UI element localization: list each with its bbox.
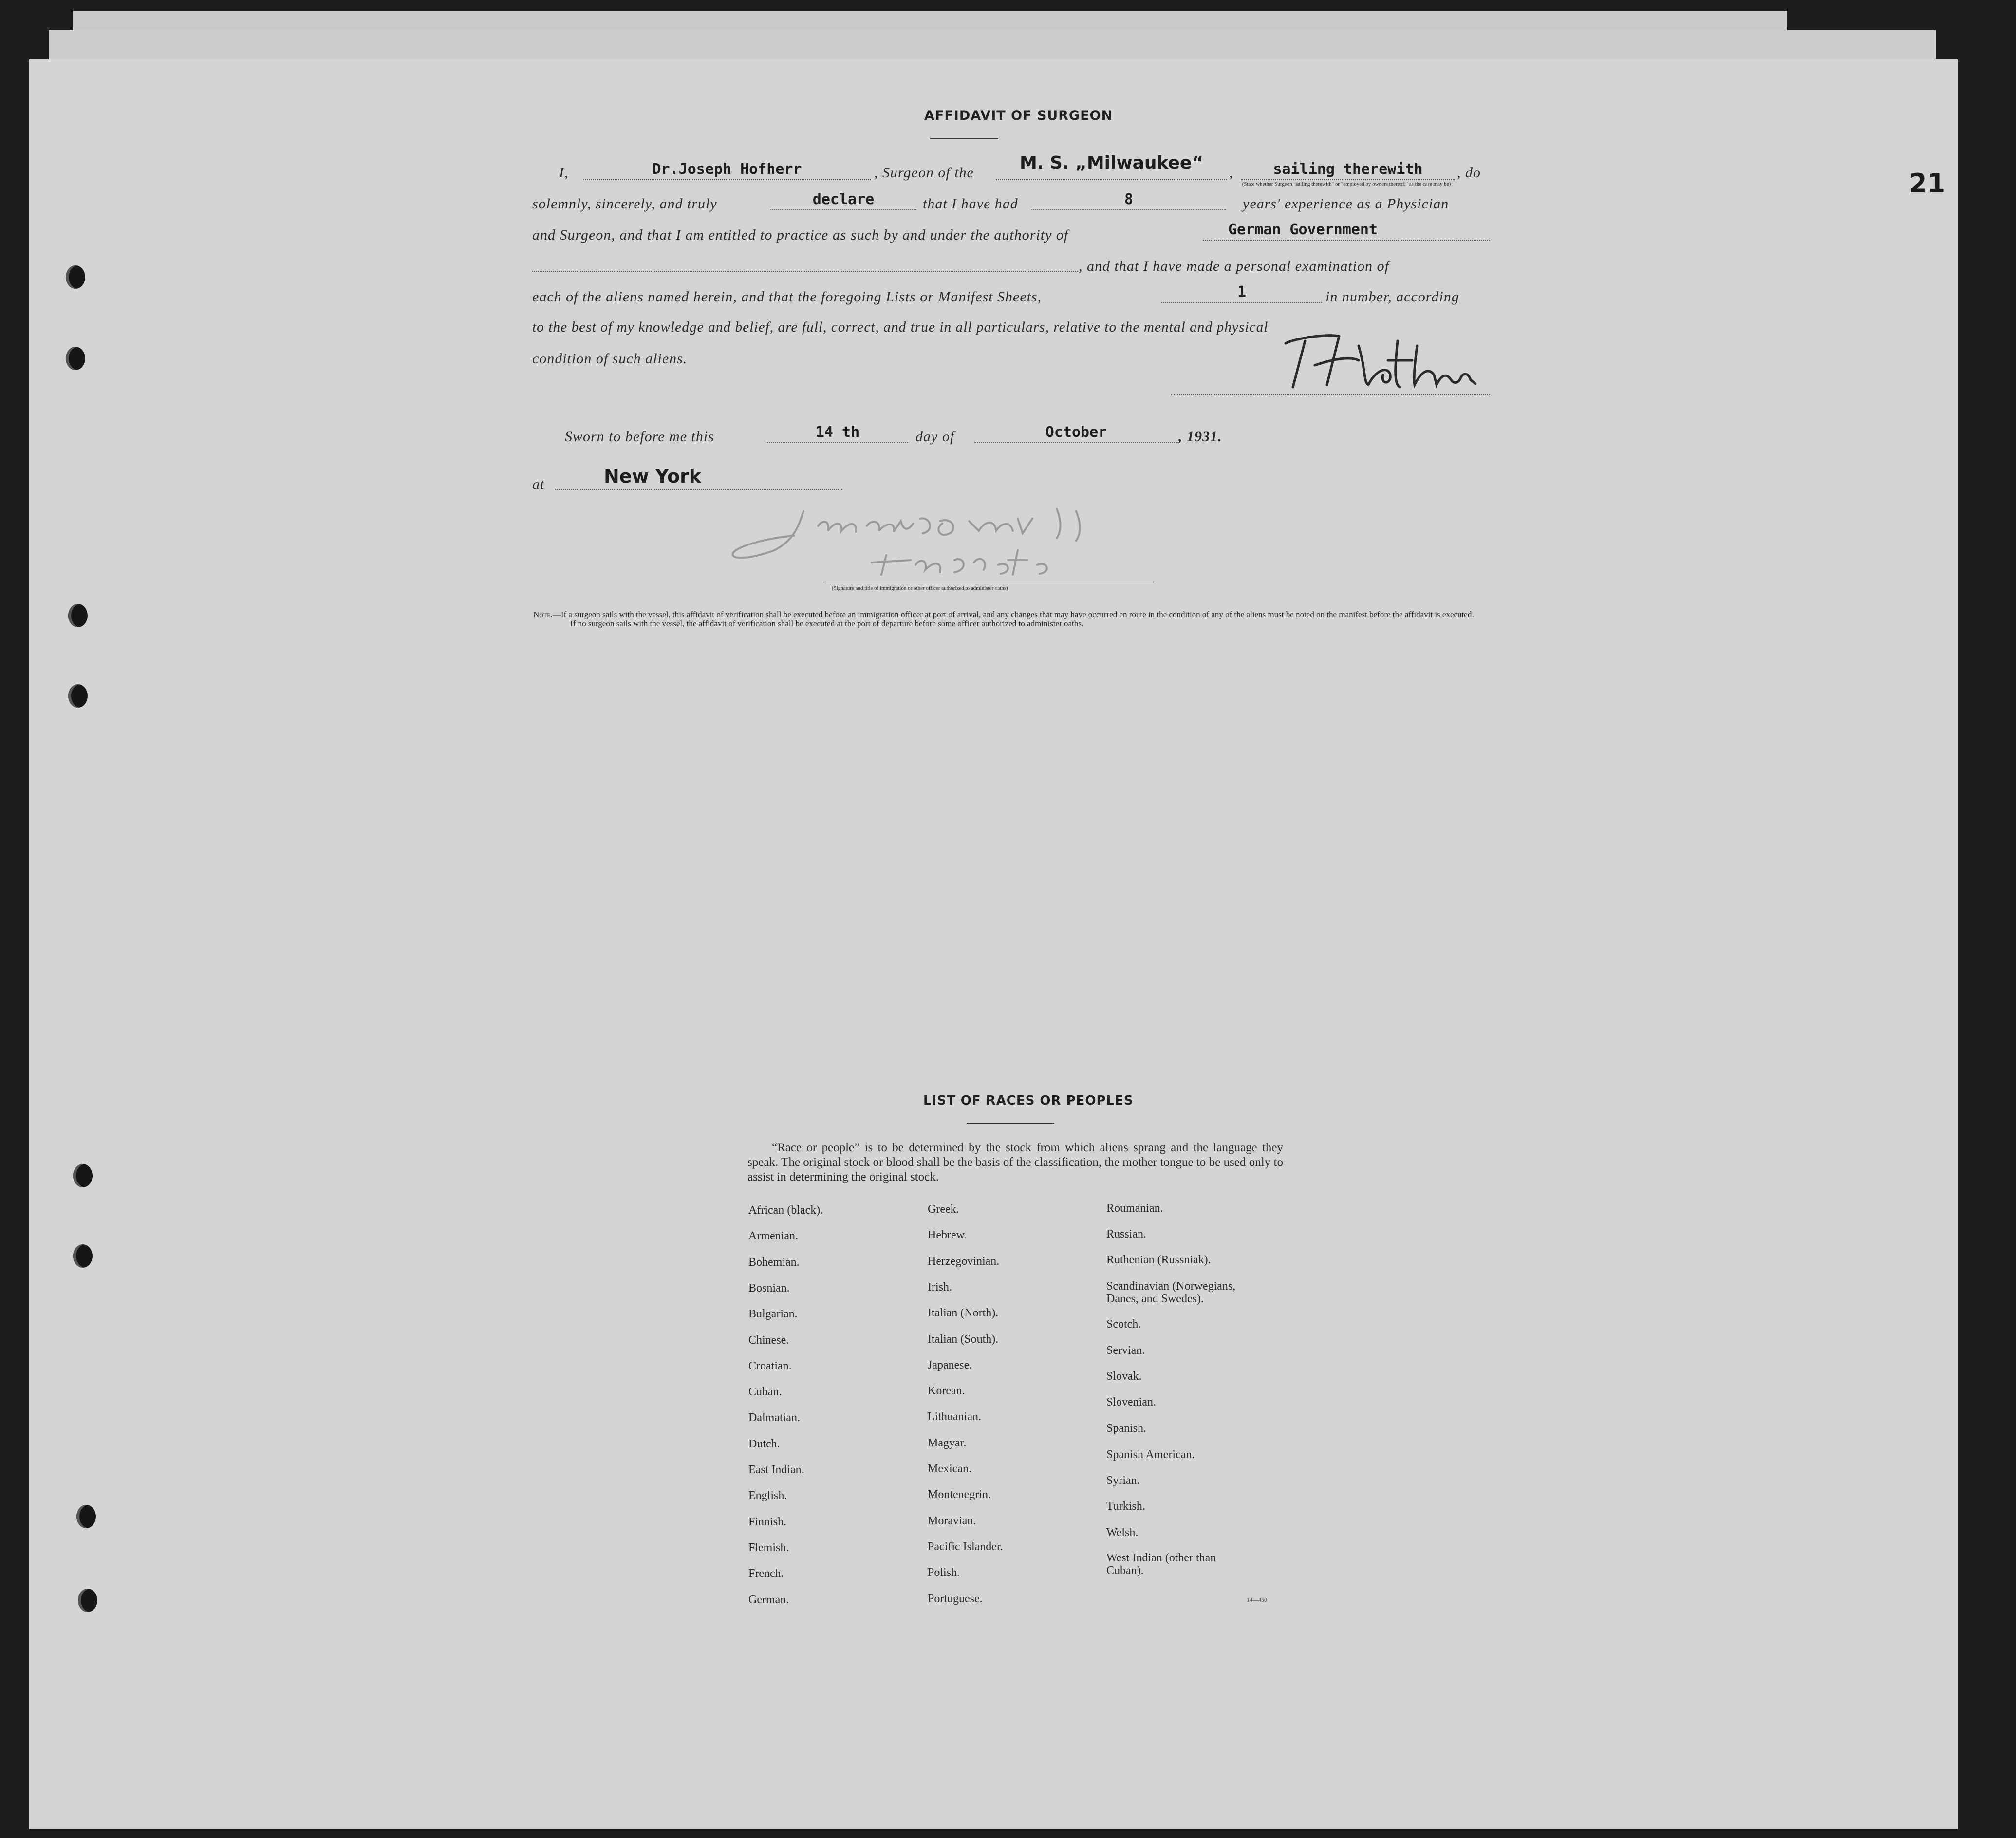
line5-post: in number, according bbox=[1325, 289, 1459, 305]
race-entry: Flemish. bbox=[748, 1541, 789, 1554]
sheets-field bbox=[1161, 283, 1322, 303]
oath-word: declare bbox=[812, 191, 875, 208]
race-entry: Bulgarian. bbox=[748, 1308, 798, 1321]
sworn-month-field bbox=[974, 424, 1178, 443]
binder-hole bbox=[68, 684, 88, 708]
race-entry: African (black). bbox=[748, 1204, 823, 1217]
ship-field bbox=[996, 153, 1227, 180]
race-entry: Syrian. bbox=[1106, 1474, 1140, 1487]
race-entry: Dutch. bbox=[748, 1437, 780, 1450]
race-entry: Servian. bbox=[1106, 1344, 1145, 1357]
line2-pre: solemnly, sincerely, and truly bbox=[532, 196, 717, 212]
years-field bbox=[1031, 191, 1226, 210]
sworn-day: 14 th bbox=[815, 424, 860, 441]
race-entry: Croatian. bbox=[748, 1359, 792, 1372]
note-text1: —If a surgeon sails with the vessel, this affidavit of verification shall be executed before an immigration officer at port of arrival, and any changes that may have occurred en route in the condition of any of the aliens must be noted on the manifest before the affidavit is executed. bbox=[552, 610, 1474, 619]
surgeon-signature bbox=[1266, 326, 1480, 399]
sailing-status-field bbox=[1241, 161, 1455, 180]
line1-comma: , bbox=[1229, 165, 1233, 181]
authority-value: German Government bbox=[1228, 221, 1378, 238]
line7: condition of such aliens. bbox=[532, 351, 688, 367]
affidavit-note bbox=[533, 610, 1507, 628]
race-entry: Mexican. bbox=[928, 1463, 971, 1475]
race-entry: Cuban. bbox=[748, 1386, 782, 1399]
binder-hole bbox=[66, 265, 85, 289]
sailing-status: sailing therewith bbox=[1273, 161, 1423, 178]
line1-post: , do bbox=[1457, 165, 1481, 181]
race-entry: Scandinavian (Norwegians, Danes, and Swedes). bbox=[1106, 1280, 1236, 1305]
place-value: New York bbox=[604, 466, 702, 487]
race-entry: Slovak. bbox=[1106, 1370, 1142, 1383]
authority-continuation-field bbox=[532, 252, 1078, 272]
race-entry: Scotch. bbox=[1106, 1318, 1141, 1331]
sworn-year: , 1931. bbox=[1178, 429, 1222, 445]
binder-hole bbox=[73, 1244, 93, 1268]
race-entry: Roumanian. bbox=[1106, 1202, 1163, 1215]
line2-post: years' experience as a Physician bbox=[1243, 196, 1449, 212]
race-entry: Magyar. bbox=[928, 1436, 967, 1449]
race-entry: Portuguese. bbox=[928, 1592, 983, 1605]
print-code: 14—450 bbox=[1247, 1596, 1267, 1603]
race-entry: Korean. bbox=[928, 1385, 965, 1398]
race-entry: Turkish. bbox=[1106, 1500, 1145, 1513]
race-entry: French. bbox=[748, 1567, 784, 1580]
race-entry: Dalmatian. bbox=[748, 1411, 800, 1425]
sworn-month: October bbox=[1045, 424, 1107, 441]
status-hint: (State whether Surgeon "sailing therewith" or "employed by owners thereof," as the case may be) bbox=[1242, 181, 1451, 187]
binder-hole bbox=[73, 1164, 93, 1187]
sworn-pre: Sworn to before me this bbox=[565, 429, 714, 445]
race-entry: Italian (South). bbox=[928, 1332, 999, 1346]
sworn-day-field bbox=[767, 424, 908, 443]
surgeon-name: Dr.Joseph Hofherr bbox=[652, 161, 802, 178]
race-entry: Irish. bbox=[928, 1280, 952, 1294]
binder-hole bbox=[66, 347, 85, 370]
race-entry: Japanese. bbox=[928, 1358, 972, 1371]
race-entry: Hebrew. bbox=[928, 1229, 967, 1242]
races-title-underline bbox=[967, 1123, 1054, 1124]
years-value: 8 bbox=[1124, 191, 1134, 208]
race-entry: East Indian. bbox=[748, 1463, 804, 1476]
race-entry: Moravian. bbox=[928, 1514, 976, 1527]
race-entry: Ruthenian (Russniak). bbox=[1106, 1254, 1211, 1266]
place-field bbox=[555, 466, 842, 490]
sheets-value: 1 bbox=[1237, 283, 1247, 300]
binder-hole bbox=[76, 1505, 96, 1528]
binder-hole bbox=[68, 604, 88, 627]
binder-hole bbox=[78, 1589, 97, 1612]
officer-caption: (Signature and title of immigration or other officer authorized to administer oaths) bbox=[832, 585, 1008, 591]
line3-pre: and Surgeon, and that I am entitled to practice as such by and under the authority of bbox=[532, 227, 1069, 243]
race-entry: Slovenian. bbox=[1106, 1396, 1156, 1408]
race-entry: Greek. bbox=[928, 1203, 959, 1216]
race-entry: Bohemian. bbox=[748, 1256, 800, 1269]
race-entry: Polish. bbox=[928, 1566, 960, 1579]
race-entry: English. bbox=[748, 1489, 787, 1502]
race-entry: Montenegrin. bbox=[928, 1488, 991, 1501]
sworn-at: at bbox=[532, 476, 545, 492]
line6: to the best of my knowledge and belief, are full, correct, and true in all particulars, relative to the mental and physical bbox=[532, 319, 1269, 335]
officer-signature bbox=[726, 492, 1154, 584]
races-title: LIST OF RACES OR PEOPLES bbox=[923, 1093, 1134, 1108]
surgeon-name-field bbox=[583, 161, 871, 180]
line1-pre: I, bbox=[559, 165, 569, 181]
page-number: 21 bbox=[1909, 168, 1946, 199]
line4-post: , and that I have made a personal examination of bbox=[1079, 258, 1389, 274]
note-text2: If no surgeon sails with the vessel, the affidavit of verification shall be executed at the port of departure before some officer authorized to administer oaths. bbox=[570, 619, 1084, 628]
race-entry: West Indian (other than Cuban). bbox=[1106, 1552, 1216, 1577]
title-underline bbox=[930, 138, 998, 139]
race-entry: Herzegovinian. bbox=[928, 1255, 1000, 1268]
affidavit-title: AFFIDAVIT OF SURGEON bbox=[924, 108, 1113, 123]
race-entry: Chinese. bbox=[748, 1333, 789, 1347]
note-lead: Note. bbox=[533, 610, 553, 619]
race-entry: Welsh. bbox=[1106, 1526, 1139, 1539]
race-entry: Finnish. bbox=[748, 1515, 787, 1528]
race-entry: Spanish. bbox=[1106, 1422, 1147, 1435]
line5-pre: each of the aliens named herein, and that the foregoing Lists or Manifest Sheets, bbox=[532, 289, 1042, 305]
race-entry: Russian. bbox=[1106, 1228, 1147, 1240]
race-entry: Spanish American. bbox=[1106, 1448, 1195, 1461]
authority-field bbox=[1203, 221, 1490, 241]
line2-mid: that I have had bbox=[923, 196, 1018, 212]
sworn-day-of: day of bbox=[915, 429, 955, 445]
races-intro: “Race or people” is to be determined by the stock from which aliens sprang and the language they speak. The original stock or blood shall be the basis of the classification, the mother tongue to be used only to assist in determining the original stock. bbox=[747, 1141, 1283, 1183]
race-entry: Lithuanian. bbox=[928, 1410, 981, 1424]
race-entry: Armenian. bbox=[748, 1230, 798, 1243]
ship-name: M. S. „Milwaukee“ bbox=[1020, 153, 1203, 173]
oath-word-field bbox=[770, 191, 916, 210]
race-entry: Bosnian. bbox=[748, 1281, 790, 1294]
race-entry: Pacific Islander. bbox=[928, 1540, 1003, 1553]
line1-mid: , Surgeon of the bbox=[874, 165, 974, 181]
race-entry: German. bbox=[748, 1593, 789, 1606]
race-entry: Italian (North). bbox=[928, 1307, 999, 1320]
